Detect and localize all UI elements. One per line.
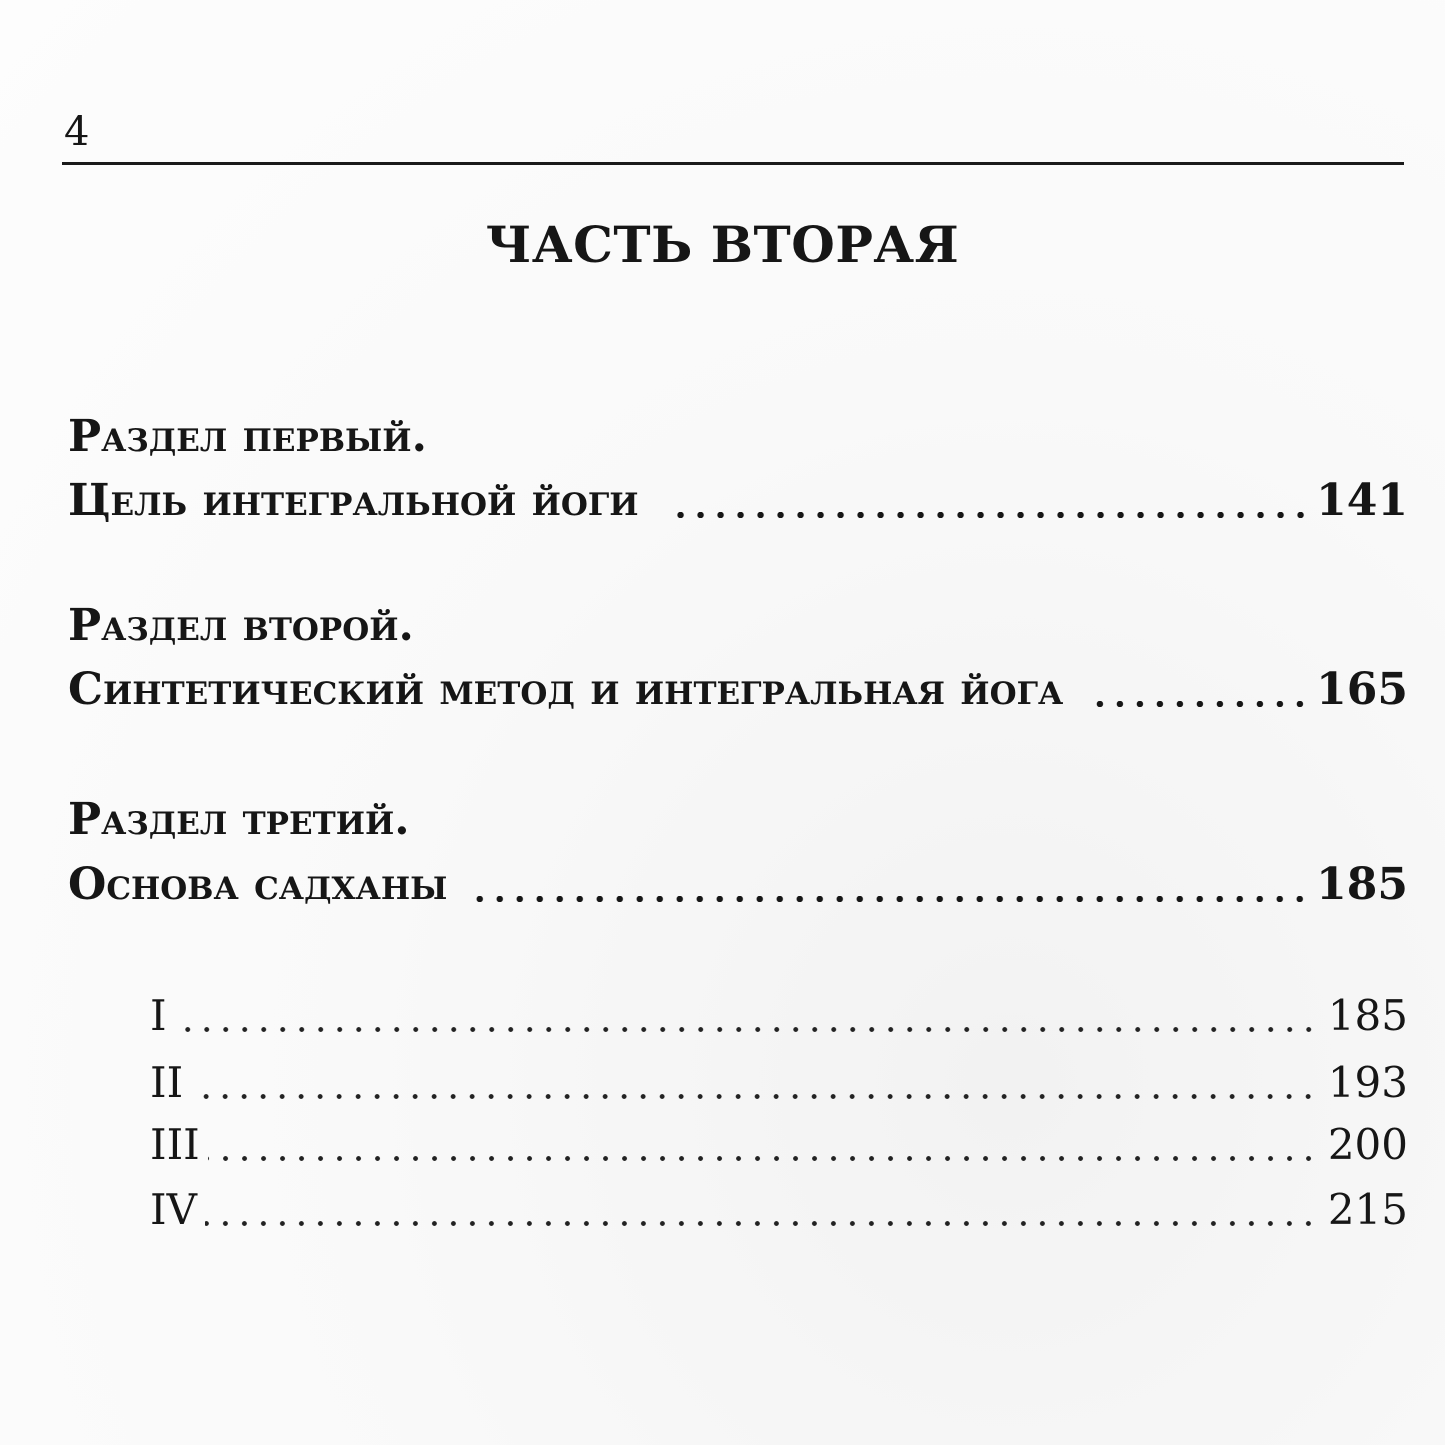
subentry-numeral: III bbox=[150, 1120, 200, 1169]
subentry-numeral: II bbox=[150, 1058, 184, 1107]
toc-subentry-1[interactable] bbox=[150, 988, 1408, 1044]
section-heading-1: Раздел первый. bbox=[68, 411, 427, 462]
page-number: 4 bbox=[64, 109, 90, 155]
subentry-numeral: IV bbox=[150, 1185, 197, 1234]
subentry-numeral: I bbox=[150, 991, 167, 1040]
toc-subentry-4[interactable] bbox=[150, 1182, 1408, 1238]
dot-leader bbox=[208, 1156, 1318, 1161]
toc-page-number: 165 bbox=[1316, 664, 1408, 715]
section-heading-2: Раздел второй. bbox=[68, 600, 414, 651]
toc-subentry-3[interactable] bbox=[150, 1117, 1408, 1173]
dot-leader bbox=[1091, 701, 1310, 707]
toc-entry-title: Цель интегральной йоги bbox=[68, 475, 639, 526]
subentry-page-number: 200 bbox=[1327, 1120, 1408, 1169]
part-title: ЧАСТЬ ВТОРАЯ bbox=[485, 215, 960, 274]
toc-entry-title: Основа садханы bbox=[68, 859, 448, 910]
dot-leader bbox=[191, 1094, 1318, 1099]
subentry-page-number: 193 bbox=[1327, 1058, 1408, 1107]
toc-entry-1[interactable] bbox=[68, 472, 1408, 530]
toc-subentry-2[interactable] bbox=[150, 1055, 1408, 1111]
dot-leader bbox=[175, 1027, 1318, 1032]
toc-page-number: 185 bbox=[1316, 859, 1408, 910]
header-rule bbox=[62, 162, 1404, 165]
toc-entry-3[interactable] bbox=[68, 856, 1408, 914]
toc-page-number: 141 bbox=[1316, 475, 1408, 526]
dot-leader bbox=[667, 512, 1311, 518]
toc-entry-title: Синтетический метод и интегральная йога bbox=[68, 664, 1064, 715]
dot-leader bbox=[475, 896, 1310, 902]
subentry-page-number: 185 bbox=[1327, 991, 1408, 1040]
section-heading-3: Раздел третий. bbox=[68, 794, 410, 845]
dot-leader bbox=[205, 1221, 1318, 1226]
toc-entry-2[interactable] bbox=[68, 661, 1408, 719]
subentry-page-number: 215 bbox=[1327, 1185, 1408, 1234]
